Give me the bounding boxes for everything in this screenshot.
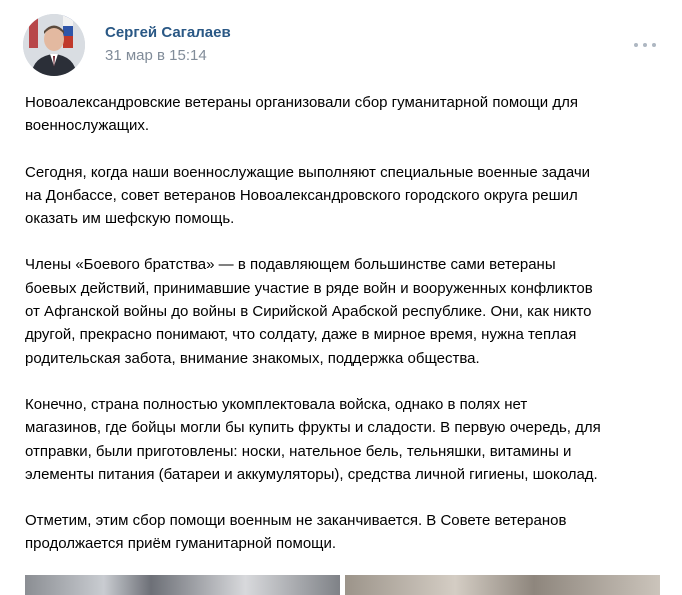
post-more-button[interactable] [628, 34, 662, 56]
author-avatar[interactable] [23, 14, 85, 76]
post-paragraph: Члены «Боевого братства» — в подавляющем большинстве сами ветераны боевых действий, принимавшие участие в ряде войн и вооруженных конфликтов от Афганской войны до войны в Сирийской Арабской республике. Они, как никто другой, прекрасно понимают, что солдату, даже в мирное время, нужна теплая родительская забота, внимание знакомых, поддержка общества. [25, 256, 593, 367]
post-paragraph: Конечно, страна полностью укомплектовала войска, однако в полях нет магазинов, где бойцы могли бы купить фрукты и сладости. В первую очередь, для отправки, были приготовлены: носки, нательное бель, тельняшки, витамины и элементы питания (батареи и аккумуляторы), средства личной гигиены, шоколад. [25, 395, 601, 483]
post-text [25, 91, 665, 579]
post-paragraph: Отметим, этим сбор помощи военным не заканчивается. В Совете ветеранов продолжается приём гуманитарной помощи. [25, 512, 567, 553]
ellipsis-icon [643, 43, 647, 47]
post-paragraph: Новоалександровские ветераны организовали сбор гуманитарной помощи для военнослужащих. [25, 94, 578, 135]
post-photo[interactable] [25, 575, 340, 595]
person-portrait-icon [23, 14, 85, 76]
post-paragraph: Сегодня, когда наши военнослужащие выполняют специальные военные задачи на Донбассе, совет ветеранов Новоалександровского городского округа решил оказать им шефскую помощь. [25, 163, 591, 228]
ellipsis-icon [652, 43, 656, 47]
author-name-link[interactable]: Сергей Сагалаев [105, 24, 231, 41]
post-photo[interactable] [345, 575, 660, 595]
ellipsis-icon [634, 43, 638, 47]
post-date-link[interactable]: 31 мар в 15:14 [105, 47, 207, 64]
